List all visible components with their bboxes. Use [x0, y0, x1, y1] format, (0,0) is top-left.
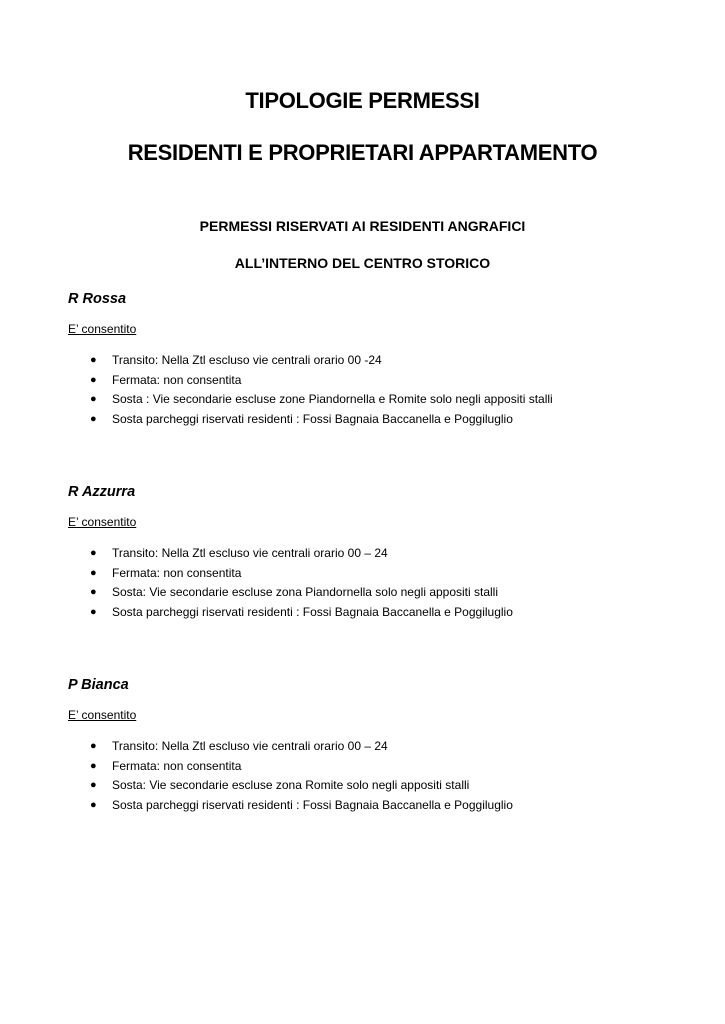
list-item [68, 371, 688, 391]
list-item-text: Transito: Nella Ztl escluso vie centrali orario 00 – 24 [112, 546, 388, 560]
document-subtitle: PERMESSI RISERVATI AI RESIDENTI ANGRAFICI [199, 218, 526, 234]
permit-rules-list [68, 737, 688, 815]
section-r-rossa [68, 289, 688, 429]
list-item [68, 583, 688, 603]
bullet-icon: ● [90, 566, 97, 579]
list-item-text: Sosta parcheggi riservati residenti : Fossi Bagnaia Baccanella e Poggiluglio [112, 411, 513, 426]
section-r-azzurra [68, 482, 688, 622]
list-item [68, 390, 688, 410]
bullet-icon: ● [90, 547, 97, 559]
list-item [68, 757, 688, 777]
section-note: E’ consentito [68, 708, 137, 722]
bullet-icon: ● [90, 393, 97, 405]
list-item-text: Sosta: Vie secondarie escluse zona Romite solo negli appositi stalli [112, 778, 470, 792]
list-item [68, 410, 688, 430]
list-item-text: Fermata: non consentita [112, 758, 242, 773]
bullet-icon: ● [90, 759, 97, 772]
section-note: E’ consentito [68, 322, 137, 336]
list-item-text: Sosta : Vie secondarie escluse zone Piandornella e Romite solo negli appositi stalli [112, 392, 553, 406]
section-heading: R Rossa [68, 291, 127, 307]
bullet-icon: ● [90, 586, 97, 598]
list-item-text: Sosta: Vie secondarie escluse zona Piandornella solo negli appositi stalli [112, 585, 499, 599]
document-subtitle-line-2: ALL’INTERNO DEL CENTRO STORICO [234, 255, 491, 271]
list-item [68, 544, 688, 564]
list-item [68, 796, 688, 816]
bullet-icon: ● [90, 373, 97, 386]
list-item [68, 603, 688, 623]
bullet-icon: ● [90, 740, 97, 752]
list-item [68, 776, 688, 796]
section-p-bianca [68, 675, 688, 815]
list-item-text: Transito: Nella Ztl escluso vie centrali orario 00 -24 [112, 353, 382, 367]
section-note: E’ consentito [68, 515, 137, 529]
list-item-text: Sosta parcheggi riservati residenti : Fossi Bagnaia Baccanella e Poggiluglio [112, 797, 513, 812]
list-item-text: Transito: Nella Ztl escluso vie centrali orario 00 – 24 [112, 739, 388, 753]
permit-rules-list [68, 351, 688, 429]
bullet-icon: ● [90, 412, 97, 425]
document-title: TIPOLOGIE PERMESSI [245, 88, 480, 113]
list-item-text: Fermata: non consentita [112, 565, 242, 580]
bullet-icon: ● [90, 798, 97, 811]
section-heading: R Azzurra [68, 484, 136, 500]
permit-rules-list [68, 544, 688, 622]
list-item-text: Sosta parcheggi riservati residenti : Fossi Bagnaia Baccanella e Poggiluglio [112, 604, 513, 619]
bullet-icon: ● [90, 605, 97, 618]
list-item [68, 737, 688, 757]
section-heading: P Bianca [68, 677, 129, 693]
list-item [68, 351, 688, 371]
list-item [68, 564, 688, 584]
bullet-icon: ● [90, 354, 97, 366]
document-title-line-2: RESIDENTI E PROPRIETARI APPARTAMENTO [127, 140, 598, 165]
list-item-text: Fermata: non consentita [112, 372, 242, 387]
bullet-icon: ● [90, 779, 97, 791]
